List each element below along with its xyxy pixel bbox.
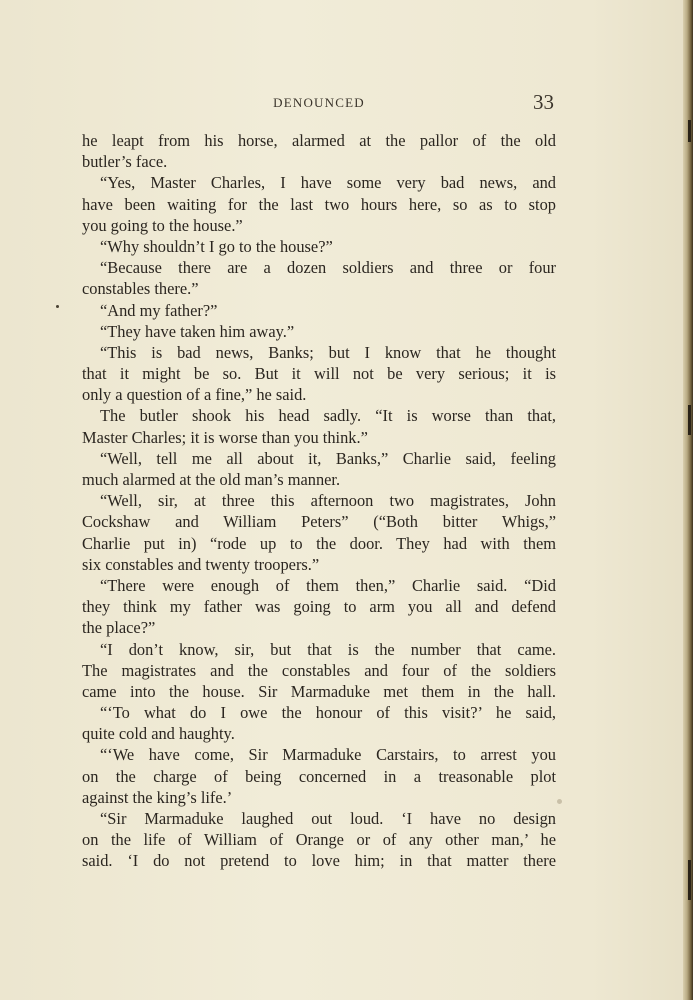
text-line: “Well, sir, at three this afternoon two magistrates, John	[100, 491, 556, 511]
text-line: butler’s face.	[82, 152, 168, 172]
text-line: said. ‘I do not pretend to love him; in that matter there	[82, 851, 556, 871]
text-line: the place?”	[82, 618, 156, 638]
text-line: “‘We have come, Sir Marmaduke Carstairs, to arrest you	[100, 745, 556, 765]
text-line: on the life of William of Orange or of any other man,’ he	[82, 830, 556, 850]
binding-notch	[688, 860, 691, 900]
text-line: “‘To what do I owe the honour of this visit?’ he said,	[100, 703, 556, 723]
text-line: constables there.”	[82, 279, 199, 299]
text-line: that it might be so. But it will not be very serious; it is	[82, 364, 556, 384]
text-line: “There were enough of them then,” Charlie said. “Did	[100, 575, 556, 595]
text-line: Master Charles; it is worse than you think.”	[82, 427, 368, 447]
text-line: “And my father?”	[100, 300, 218, 320]
text-line: “This is bad news, Banks; but I know that he thought	[100, 342, 556, 362]
running-head	[82, 90, 556, 116]
text-line: you going to the house.”	[82, 215, 243, 235]
text-line: six constables and twenty troopers.”	[82, 554, 320, 574]
text-line: “I don’t know, sir, but that is the number that came.	[100, 639, 556, 659]
text-line: The butler shook his head sadly. “It is worse than that,	[100, 406, 556, 426]
text-line: came into the house. Sir Marmaduke met them in the hall.	[82, 681, 556, 701]
text-line: they think my father was going to arm you all and defend	[82, 597, 556, 617]
body-text	[82, 130, 556, 872]
text-line: “They have taken him away.”	[100, 321, 295, 341]
text-line: “Sir Marmaduke laughed out loud. ‘I have no design	[100, 809, 556, 828]
paper-speck	[557, 799, 562, 804]
running-head-title: DENOUNCED	[273, 95, 365, 110]
text-line: much alarmed at the old man’s manner.	[82, 470, 341, 489]
page-number: 33	[533, 90, 554, 114]
page-binding-edge	[683, 0, 693, 1000]
text-line: quite cold and haughty.	[82, 724, 235, 744]
text-line: have been waiting for the last two hours here, so as to stop	[82, 194, 556, 214]
text-line: on the charge of being concerned in a treasonable plot	[82, 766, 556, 786]
text-line: Charlie put in) “rode up to the door. They had with them	[82, 533, 556, 553]
text-line: “Because there are a dozen soldiers and three or four	[100, 258, 556, 278]
binding-notch	[688, 120, 691, 142]
text-line: “Why shouldn’t I go to the house?”	[100, 236, 333, 256]
margin-ink-dot	[56, 305, 59, 308]
text-line: Cockshaw and William Peters” (“Both bitter Whigs,”	[82, 512, 556, 532]
text-line: only a question of a fine,” he said.	[82, 385, 307, 405]
text-line: he leapt from his horse, alarmed at the pallor of the old	[82, 131, 556, 150]
text-line: against the king’s life.’	[82, 787, 233, 807]
text-line: The magistrates and the constables and four of the soldiers	[82, 660, 556, 680]
binding-notch	[688, 405, 691, 435]
text-line: “Yes, Master Charles, I have some very bad news, and	[100, 173, 556, 193]
text-line: “Well, tell me all about it, Banks,” Charlie said, feeling	[100, 448, 556, 468]
